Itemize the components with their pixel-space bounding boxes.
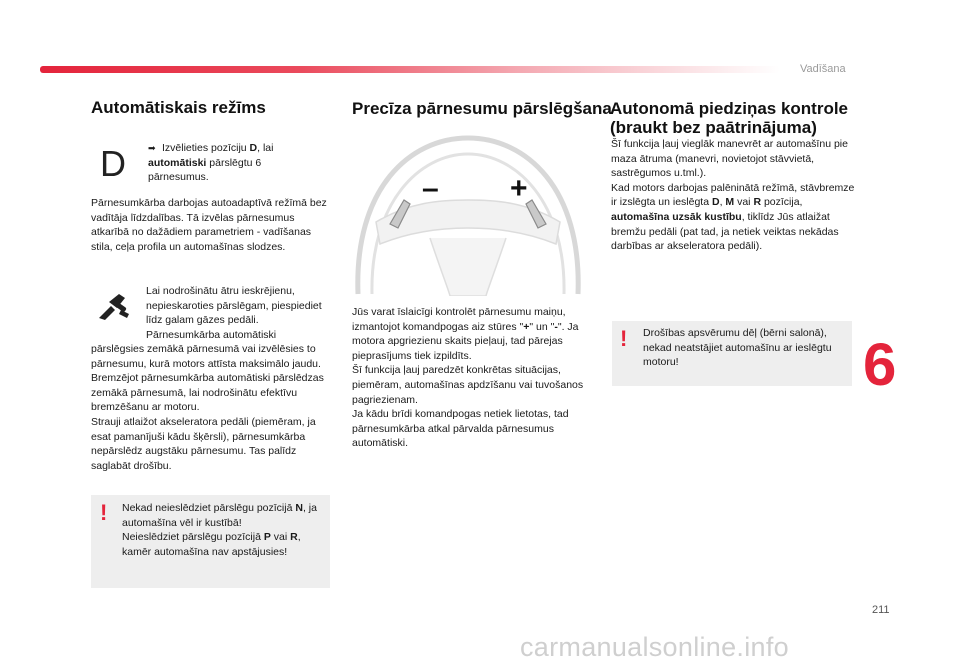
manual-shift-description: Jūs varat īslaicīgi kontrolēt pārnesumu maiņu, izmantojot komandpogas aiz stūres "+" un "-". Ja motora apgriezienu skaits pieļauj, tad pārejas pieprasījums tiek izpildīts. Šī funkcija ļauj paredzēt konkrētas situācijas, piemēram, automašīnas apdzīšanu vai tuvošanos pagriezienam. Ja kādu brīdi komandpogas netiek lietotas, tad pārnesumkārba atkal pārvalda pārnesumus automātiski. <box>352 306 584 450</box>
automatic-mode-description: Pārnesumkārba darbojas autoadaptīvā režīmā bez vadītāja līdzdalības. Tā izvēlas pārnesumus atkarībā no dažādiem parametriem - vadīšanas stila, ceļa profila un automašīnas slodzes. <box>91 197 327 253</box>
kickdown-description-start: Lai nodrošinātu ātru ieskrējienu, nepieskaroties pārslēgam, piespiediet līdz galam gāzes pedāli. Pārnesumkārba automātiski <box>146 285 322 341</box>
warning-text-engine: Drošības apsvērumu dēļ (bērni salonā), nekad neatstājiet automašīnu ar ieslēgtu motoru! <box>643 327 832 369</box>
paddle-minus-label: – <box>422 172 439 205</box>
section-header: Vadīšana <box>800 63 846 75</box>
section-title-creep-control: Autonomā piedziņas kontrole (braukt bez paātrinājuma) <box>610 99 849 137</box>
header-accent-bar <box>40 66 780 73</box>
creep-control-description: Šī funkcija ļauj vieglāk manevrēt ar automašīnu pie maza ātruma (manevri, novietojot stāvvietā, sastrēgumos u.tml.). Kad motors darbojas palēninātā režīmā, stāvbremze ir izslēgta un ieslēgta D, M vai R pozīcija, automašīna uzsāk kustību, tiklīdz Jūs atlaižat bremžu pedāli (pat tad, ja netiek veiktas nekādas darbības ar akseleratora pedāli). <box>611 138 855 253</box>
watermark: carmanualsonline.info <box>520 632 789 662</box>
select-d-instruction: ➡ Izvēlieties pozīciju D, lai automātiski pārslēgtu 6 pārnesumus. <box>148 142 274 184</box>
page-number: 211 <box>872 604 890 616</box>
warning-icon: ! <box>100 500 108 525</box>
warning-text-neutral: Nekad neieslēdziet pārslēgu pozīcijā N, ja automašīna vēl ir kustībā! Neieslēdziet pārslēgu pozīcijā P vai R, kamēr automašīna nav apstājusies! <box>122 502 317 558</box>
bullet-icon: ➡ <box>148 143 156 153</box>
warning-icon: ! <box>620 326 628 351</box>
kickdown-description-cont: pārslēgsies zemākā pārnesumā vai izvēlēsies to pārnesumu, kurā motors attīsta maksimālo jaudu. Bremzējot pārnesumkārba automātiski pārslēdzas zemākā pārnesumā, lai nodrošinātu efektīvu bremzēšanu ar motoru. Strauji atlaižot akseleratora pedāli (piemēram, ja esat pamanījuši kādu šķērsli), pārnesumkārba nepārslēdz augstāku pārnesumu. Tas palīdz saglabāt drošību. <box>91 343 324 472</box>
steering-wheel-paddles-illustration <box>350 128 586 296</box>
section-title-manual-shift: Precīza pārnesumu pārslēgšana <box>352 99 612 118</box>
section-title-automatic-mode: Automātiskais režīms <box>91 98 266 117</box>
pedal-press-icon <box>97 292 131 322</box>
paddle-plus-label: + <box>510 172 528 205</box>
chapter-number: 6 <box>863 331 897 398</box>
gear-d-symbol: D <box>100 143 126 184</box>
